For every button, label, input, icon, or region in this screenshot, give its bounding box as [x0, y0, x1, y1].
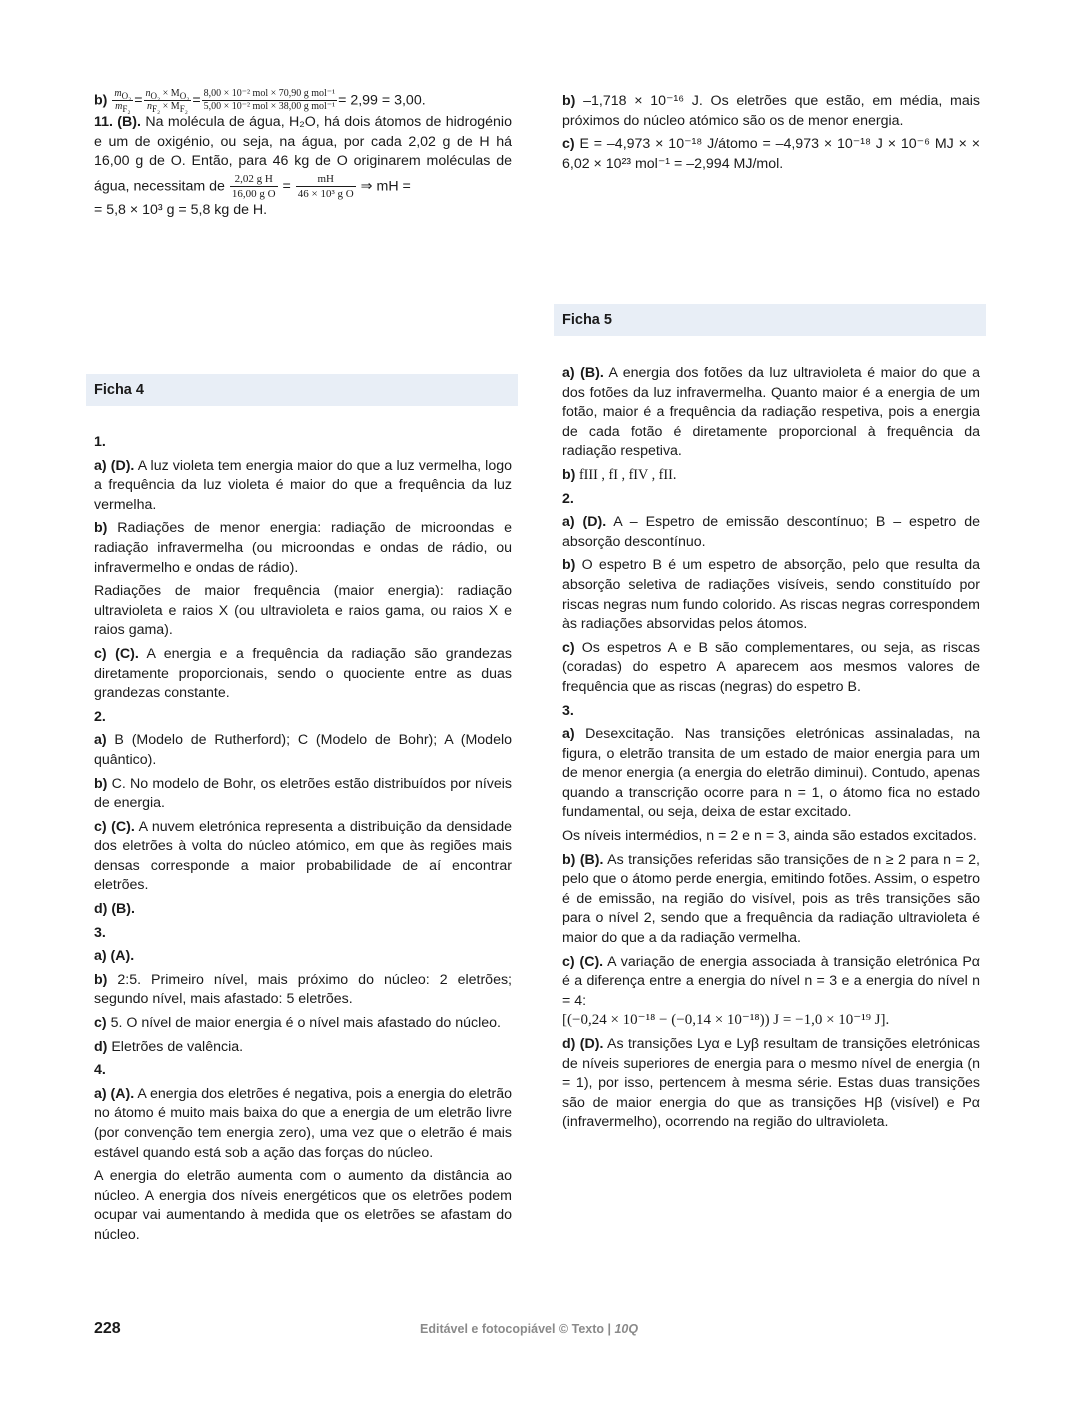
page-number: 228	[94, 1320, 121, 1337]
answer-1b: b) Radiações de menor energia: radiação de microondas e radiação infravermelha (ou microondas e ondas de rádio, ou infravermelho e ondas de rádio).	[94, 520, 512, 576]
answer-1a: a) (D). A luz violeta tem energia maior do que a luz vermelha, logo a frequência da luz violeta é maior do que a frequência da luz vermelha.	[94, 457, 512, 513]
answer-4a: a) (A). A energia dos eletrões é negativa, pois a energia do eletrão no átomo é muito mais baixa do que a energia de um eletrão livre (por convenção tem energia zero), uma vez que o eletrão é mais estável quando está sob a ação das forças do núcleo.	[94, 1085, 513, 1161]
answer-b-energy: b) –1,718 × 10⁻¹⁶ J. Os eletrões que estão, em média, mais próximos do núcleo atómico são os de menor energia.	[562, 93, 980, 129]
mass-h-fraction: $\frac{mH}{\text{46 × 10³ g O}}$	[297, 172, 354, 200]
question-number: 4.	[94, 1062, 106, 1079]
answer-1b-continued: Radiações de maior frequência (maior energia): radiação ultravioleta e raios X (ou ultravioleta e raios gama, ou raios X e raios gama).	[94, 583, 512, 639]
question-number: 2.	[94, 708, 106, 725]
question-number: 1.	[94, 434, 106, 450]
answer-3a: a) (A).	[94, 948, 135, 965]
question-number: 3.	[94, 924, 106, 941]
question-number: 3.	[562, 702, 574, 719]
answer-3a-continued: Os níveis intermédios, n = 2 e n = 3, ainda são estados excitados.	[562, 828, 977, 845]
answer-3a: a) Desexcitação. Nas transições eletrónicas assinaladas, na figura, o eletrão transita de um estado de maior energia para um de menor energia (a energia do eletrão diminui). Contudo, apenas quando a transcrição ocorre para n = 1, o átomo fica no estado fundamental, ou seja, deixa de estar excitado.	[562, 726, 980, 821]
answer-2c: c) Os espetros A e B são complementares, ou seja, as riscas (coradas) do espetro A aparecem aos mesmos valores de frequência que as riscas (negras) do espetro B.	[562, 639, 980, 695]
answer-10b: b) $\frac{m_{O_2}}{m_{F_2}}$ = $\frac{n_{O_2} \times M_{O_2}}{n_{F_2} \times M_{F_2}}$ = $\frac{\text{8,00 × 10⁻² mol × 70,90 g mol⁻¹}}{\text{5,00 × 10⁻² mol × 38,00 g mol⁻¹}}$ = 2,99 = 3,00.	[94, 88, 426, 114]
left-top-block	[94, 88, 512, 224]
answer-4a-continued: A energia do eletrão aumenta com o aumento da distância ao núcleo. A energia dos níveis energéticos que os eletrões podem ocupar vai aumentando à medida que os eletrões se afastam do núcleo.	[94, 1168, 512, 1243]
answer-11-result: = 5,8 × 10³ g = 5,8 kg de H.	[94, 201, 268, 218]
numeric-fraction: $\frac{\text{8,00 × 10⁻² mol × 70,90 g mol⁻¹}}{\text{5,00 × 10⁻² mol × 38,00 g mol⁻¹}}$	[203, 88, 336, 112]
ficha-4-header: Ficha 4	[86, 374, 518, 406]
right-top-block	[562, 92, 980, 178]
answer-1b: b) fIII , fI , fIV , fII.	[562, 466, 677, 483]
answer-1a: a) (B). A energia dos fotões da luz ultravioleta é maior do que a dos fotões da luz infravermelha. Quanto maior é a energia de um fotão, maior é a frequência da radiação respetiva, pois a energia de cada fotão é diretamente proporcional à frequência da radiação respetiva.	[562, 365, 980, 460]
ficha-5-content	[562, 364, 980, 1137]
hydrogen-ratio-fraction: $\frac{\text{2,02 g H}}{\text{16,00 g O}}$	[231, 172, 276, 200]
page-footer	[94, 1320, 980, 1344]
answer-2d: d) (B).	[94, 901, 135, 918]
answer-1c: c) (C). A energia e a frequência da radiação são grandezas diretamente proporcionais, sendo o quociente entre as duas grandezas constante.	[94, 645, 512, 702]
answer-2a: a) B (Modelo de Rutherford); C (Modelo de Bohr); A (Modelo quântico).	[94, 732, 512, 768]
copyright-notice: Editável e fotocopiável © Texto | 10Q	[420, 1322, 639, 1336]
answer-3c: c) (C). A variação de energia associada à transição eletrónica Pα é a diferença entre a energia do nível n = 3 e a energia do nível n = 4:	[562, 953, 980, 1009]
answer-2a: a) (D). A – Espetro de emissão descontínuo; B – espetro de absorção descontínuo.	[562, 514, 980, 550]
answer-3d: d) Eletrões de valência.	[94, 1038, 244, 1055]
answer-11: 11. (B). Na molécula de água, H₂O, há dois átomos de hidrogénio e um de oxigénio, ou seja, na água, por cada 2,02 g de H há 16,00 g de O. Então, para 46 kg de O originarem moléculas de água, necessitam de $\frac{\text{2,02 g H}}{\text{16,00 g O}}$ = $\frac{mH}{\text{46 × 10³ g O}}$ ⇒ mH =	[94, 114, 512, 200]
question-number: 2.	[562, 490, 574, 507]
moles-ratio-fraction: $\frac{n_{O_2} \times M_{O_2}}{n_{F_2} \times M_{F_2}}$	[145, 88, 190, 114]
ficha-5-header: Ficha 5	[554, 304, 986, 336]
answer-c-energy: c) E = –4,973 × 10⁻¹⁸ J/átomo = –4,973 × 10⁻¹⁸ J × 10⁻⁶ MJ × × 6,02 × 10²³ mol⁻¹ = –2,994 MJ/mol.	[562, 136, 980, 172]
answer-2b: b) C. No modelo de Bohr, os eletrões estão distribuídos por níveis de energia.	[94, 775, 512, 812]
answer-3d: d) (D). As transições Lyα e Lyβ resultam de transições eletrónicas de níveis superiores de energia para o mesmo nível de energia (n = 1), por isso, pertencem à mesma série. Estas duas transições são de maior energia do que as transições Hβ (visível) e Pα (infravermelho), ocorrendo na região do ultravioleta.	[562, 1036, 980, 1131]
answer-3b: b) (B). As transições referidas são transições de n ≥ 2 para n = 2, pelo que o átomo perde energia, emitindo fotões. Assim, o espetro é de emissão, na região do visível, pois as três transições são para o nível 2, sendo que a frequência da radiação ultravioleta é maior do que a da radiação vermelha.	[562, 851, 980, 947]
answer-3c: c) 5. O nível de maior energia é o nível mais afastado do núcleo.	[94, 1015, 501, 1032]
answer-2c: c) (C). A nuvem eletrónica representa a distribuição da densidade dos eletrões à volta do núcleo atómico, em que às regiões mais densas corresponde a maior probabilidade de aí encontrar eletrões.	[94, 818, 512, 894]
answer-2b: b) O espetro B é um espetro de absorção, pelo que resulta da absorção seletiva de radiações visíveis, sendo constituído por riscas negras num fundo colorido. As riscas negras correspondem às radiações absorvidas pelos átomos.	[562, 557, 980, 633]
answer-3c-formula: [(−0,24 × 10⁻¹⁸ − (−0,14 × 10⁻¹⁸)) J = −1,0 × 10⁻¹⁹ J].	[562, 1012, 890, 1029]
answer-3b: b) 2:5. Primeiro nível, mais próximo do núcleo: 2 eletrões; segundo nível, mais afastado: 5 eletrões.	[94, 971, 512, 1008]
ficha-4-content	[94, 433, 512, 1250]
answer-label: b)	[94, 92, 108, 109]
mass-ratio-fraction: $\frac{m_{O_2}}{m_{F_2}}$	[114, 88, 132, 114]
